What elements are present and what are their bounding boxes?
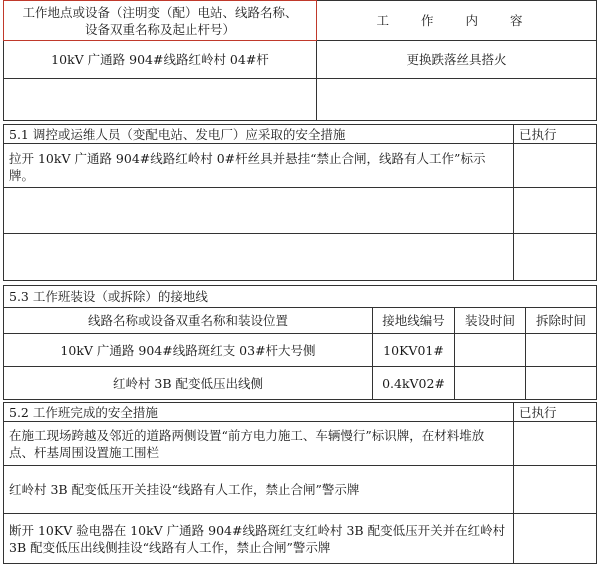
- measure-text: [4, 188, 514, 234]
- install-time-cell: [455, 367, 526, 400]
- table-row: [4, 466, 597, 514]
- install-time-cell: [455, 334, 526, 367]
- measure-text: 拉开 10kV 广通路 904#线路红岭村 0#杆丝具并悬挂“禁止合闸，线路有人工作”标示牌。: [4, 144, 514, 188]
- install-time-header: 装设时间: [455, 308, 526, 334]
- table-row: [4, 188, 597, 234]
- section-52-executed-header: 已执行: [514, 403, 597, 422]
- table-row: [4, 41, 597, 79]
- executed-cell: [514, 466, 597, 514]
- executed-cell: [514, 234, 597, 281]
- remove-time-header: 拆除时间: [526, 308, 597, 334]
- ground-number-cell: 10KV01#: [373, 334, 455, 367]
- ground-number-header: 接地线编号: [373, 308, 455, 334]
- executed-cell: [514, 514, 597, 564]
- ground-location-cell: 红岭村 3B 配变低压出线侧: [4, 367, 373, 400]
- task-location-cell: [4, 79, 317, 121]
- table-row: [4, 514, 597, 564]
- content-header: [317, 1, 597, 41]
- ground-location-header: 线路名称或设备双重名称和装设位置: [4, 308, 373, 334]
- remove-time-cell: [526, 334, 597, 367]
- measure-text: 断开 10KV 验电器在 10kV 广通路 904#线路斑红支红岭村 3B 配变低压开关并在红岭村 3B 配变低压出线侧挂设“线路有人工作，禁止合闸”警示牌: [4, 514, 514, 564]
- section-52-title: 5.2 工作班完成的安全措施: [4, 403, 514, 422]
- section-53-title: 5.3 工作班装设（或拆除）的接地线: [4, 286, 597, 308]
- table-row: [4, 234, 597, 281]
- ground-location-cell: 10kV 广通路 904#线路斑红支 03#杆大号侧: [4, 334, 373, 367]
- section-53-table: [3, 285, 597, 400]
- task-content-cell: [317, 79, 597, 121]
- table-row: [4, 422, 597, 466]
- work-task-table: [3, 0, 597, 121]
- section-51-title: 5.1 调控或运维人员（变配电站、发电厂）应采取的安全措施: [4, 125, 514, 144]
- executed-cell: [514, 422, 597, 466]
- table-row: [4, 334, 597, 367]
- table-row: [4, 79, 597, 121]
- table-row: [4, 367, 597, 400]
- location-header-line1: 工作地点或设备（注明变（配）电站、线路名称、: [22, 4, 298, 20]
- ground-number-cell: 0.4kV02#: [373, 367, 455, 400]
- task-content-cell: 更换跌落丝具搭火: [317, 41, 597, 79]
- executed-cell: [514, 188, 597, 234]
- task-location-cell: 10kV 广通路 904#线路红岭村 04#杆: [4, 41, 317, 79]
- measure-text: 红岭村 3B 配变低压开关挂设“线路有人工作，禁止合闸”警示牌: [4, 466, 514, 514]
- content-header-label: 工 作 内 容: [376, 13, 537, 28]
- section-52-table: [3, 402, 597, 564]
- section-51-table: [3, 124, 597, 281]
- location-header-line2: 设备双重名称及起止杆号）: [84, 21, 235, 37]
- location-header: [4, 1, 317, 41]
- executed-cell: [514, 144, 597, 188]
- table-row: [4, 144, 597, 188]
- section-51-executed-header: 已执行: [514, 125, 597, 144]
- measure-text: [4, 234, 514, 281]
- measure-text: 在施工现场跨越及邻近的道路两侧设置“前方电力施工、车辆慢行”标识牌，在材料堆放点、杆基周围设置施工围栏: [4, 422, 514, 466]
- remove-time-cell: [526, 367, 597, 400]
